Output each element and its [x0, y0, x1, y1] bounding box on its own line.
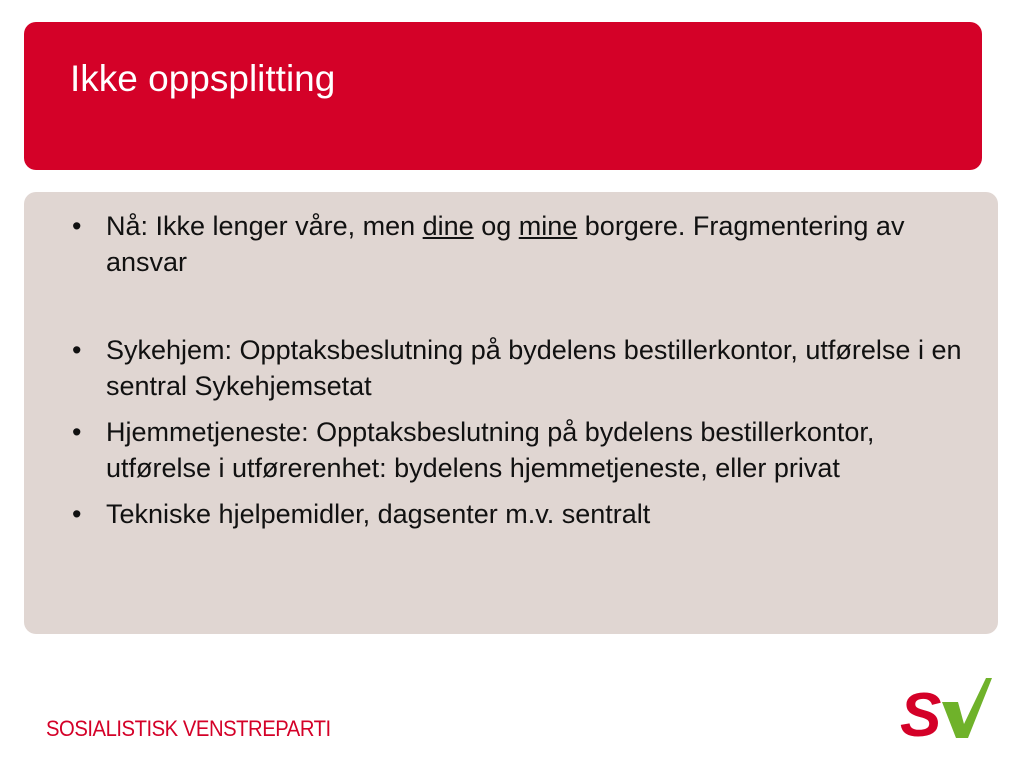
slide-title: Ikke oppsplitting — [70, 58, 336, 99]
sv-logo-icon — [898, 672, 994, 744]
bullet-item — [72, 496, 982, 532]
bullet-text: Tekniske hjelpemidler, dagsenter m.v. sentralt — [106, 499, 651, 529]
bullet-text-part: Nå: Ikke lenger våre, men — [106, 211, 423, 241]
title-bar — [24, 22, 982, 170]
bullet-text-part: borgere. Fragmentering av ansvar — [106, 211, 905, 277]
bullet-text-part: og — [473, 211, 519, 241]
bullet-text: Sykehjem: Opptaksbeslutning på bydelens bestillerkontor, utførelse i en sentral Sykehjemsetat — [106, 335, 962, 401]
logo-letter-s: S — [900, 681, 942, 744]
content-box — [24, 192, 998, 634]
underlined-word-dine: dine — [422, 211, 474, 241]
bullet-list — [72, 208, 982, 532]
bullet-item — [72, 414, 982, 486]
underlined-word-mine: mine — [518, 211, 578, 241]
party-name: SOSIALISTISK VENSTREPARTI — [46, 716, 331, 741]
bullet-item — [72, 332, 982, 404]
bullet-item — [72, 208, 982, 280]
logo-check-v-icon — [942, 678, 992, 738]
bullet-text: Hjemmetjeneste: Opptaksbeslutning på bydelens bestillerkontor, utførelse i utførerenhet: bydelens hjemmetjeneste, eller privat — [106, 417, 875, 483]
